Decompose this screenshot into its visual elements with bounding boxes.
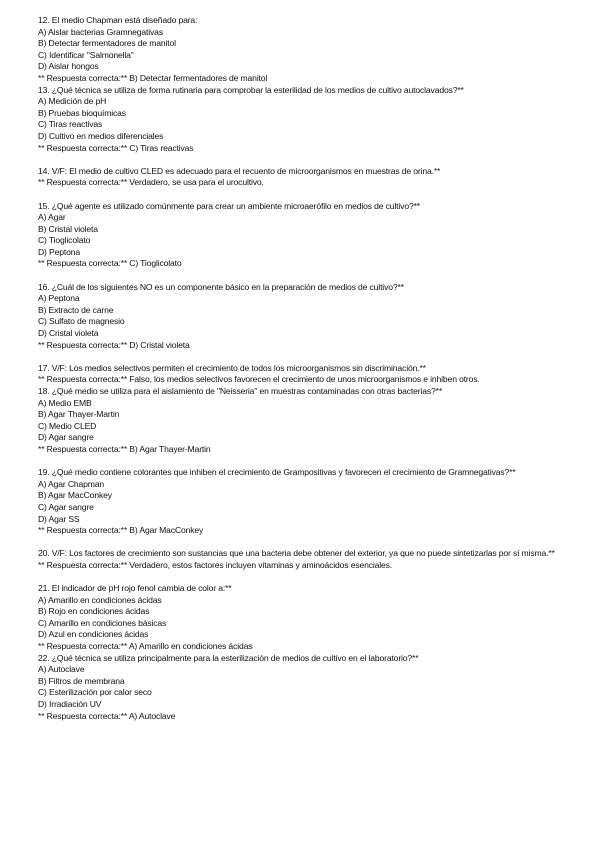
option-text: A) Medio EMB — [38, 397, 92, 408]
option-text: D) Agar sangre — [38, 432, 94, 443]
question-text: 21. El indicador de pH rojo fenol cambia de color a:** — [38, 583, 232, 594]
option-text: B) Detectar fermentadores de manitol — [38, 38, 176, 49]
option-text: C) Sulfato de magnesio — [38, 316, 125, 327]
question-text: 22. ¿Qué técnica se utiliza principalmente para la esterilización de medios de cultivo en el laboratorio?** — [38, 652, 419, 663]
question-text: 14. V/F: El medio de cultivo CLED es adecuado para el recuento de microorganismos en muestras de orina.** — [38, 165, 441, 176]
answer-text: ** Respuesta correcta:** B) Agar MacConkey — [38, 525, 204, 536]
answer-text: ** Respuesta correcta:** Verdadero, se usa para el urocultivo. — [38, 177, 264, 188]
option-text: D) Aislar hongos — [38, 61, 99, 72]
question-block — [38, 653, 578, 723]
option-text: B) Agar MacConkey — [38, 490, 112, 501]
answer-text: ** Respuesta correcta:** B) Agar Thayer-Martin — [38, 443, 211, 454]
option-text: B) Filtros de membrana — [38, 675, 125, 686]
question-text: 17. V/F: Los medios selectivos permiten el crecimiento de todos los microorganismos sin discriminación.** — [38, 362, 426, 373]
option-text: A) Medición de pH — [38, 96, 107, 107]
answer-text: ** Respuesta correcta:** A) Amarillo en condiciones ácidas — [38, 641, 253, 652]
option-text: B) Agar Thayer-Martin — [38, 409, 120, 420]
question-block — [38, 583, 578, 653]
option-text: A) Peptona — [38, 293, 80, 304]
document-page — [38, 15, 578, 722]
question-text: 16. ¿Cuál de los siguientes NO es un componente básico en la preparación de medios de cultivo?** — [38, 281, 404, 292]
option-text: D) Cultivo en medios diferenciales — [38, 130, 164, 141]
option-text: C) Amarillo en condiciones básicas — [38, 617, 167, 628]
question-block — [38, 363, 578, 386]
option-text: C) Agar sangre — [38, 501, 94, 512]
question-block — [38, 386, 578, 456]
question-block — [38, 467, 578, 537]
question-block — [38, 85, 578, 155]
option-text: C) Esterilización por calor seco — [38, 687, 152, 698]
option-text: D) Agar SS — [38, 513, 80, 524]
question-text: 13. ¿Qué técnica se utiliza de forma rutinaria para comprobar la esterilidad de los medios de cultivo autoclavados?** — [38, 84, 464, 95]
option-text: C) Identificar "Salmonella" — [38, 49, 134, 60]
answer-text: ** Respuesta correcta:** C) Tiras reactivas — [38, 142, 194, 153]
question-text: 19. ¿Qué medio contiene colorantes que inhiben el crecimiento de Grampositivas y favorecen el crecimiento de Gramnegativas?** — [38, 467, 516, 478]
question-block — [38, 548, 578, 571]
answer-text: ** Respuesta correcta:** A) Autoclave — [38, 710, 176, 721]
option-text: A) Agar Chapman — [38, 478, 105, 489]
option-text: C) Medio CLED — [38, 420, 97, 431]
option-text: D) Irradiación UV — [38, 699, 102, 710]
option-text: D) Peptona — [38, 246, 80, 257]
option-text: A) Amarillo en condiciones ácidas — [38, 594, 162, 605]
option-text: C) Tioglicolato — [38, 235, 91, 246]
option-text: D) Cristal violeta — [38, 328, 99, 339]
option-text: B) Cristal violeta — [38, 223, 98, 234]
option-text: C) Tiras reactivas — [38, 119, 103, 130]
question-text: 12. El medio Chapman está diseñado para: — [38, 15, 198, 25]
option-text: B) Pruebas bioquímicas — [38, 107, 126, 118]
question-text: 15. ¿Qué agente es utilizado comúnmente para crear un ambiente microaerófilo en medios de cultivo?** — [38, 200, 420, 211]
option-text: A) Aislar bacterias Gramnegativas — [38, 26, 163, 37]
question-text: 18. ¿Qué medio se utiliza para el aislamiento de "Neisseria" en muestras contaminadas con otras bacterias?** — [38, 386, 443, 396]
answer-text: ** Respuesta correcta:** B) Detectar fermentadores de manitol — [38, 72, 268, 83]
question-text: 20. V/F: Los factores de crecimiento son sustancias que una bacteria debe obtener del exterior, ya que no puede sintetizarlas por sí misma.** — [38, 548, 555, 559]
answer-text: ** Respuesta correcta:** D) Cristal violeta — [38, 339, 190, 350]
option-text: A) Agar — [38, 212, 66, 223]
question-block — [38, 201, 578, 271]
option-text: A) Autoclave — [38, 664, 85, 675]
option-text: B) Rojo en condiciones ácidas — [38, 606, 150, 617]
question-block — [38, 282, 578, 352]
answer-text: ** Respuesta correcta:** Falso, los medios selectivos favorecen el crecimiento de unos microorganismos e inhiben otros. — [38, 374, 480, 385]
answer-text: ** Respuesta correcta:** Verdadero, estos factores incluyen vitaminas y aminoácidos esenciales. — [38, 559, 393, 570]
option-text: B) Extracto de carne — [38, 304, 114, 315]
answer-text: ** Respuesta correcta:** C) Tioglicolato — [38, 258, 182, 269]
question-block — [38, 15, 578, 85]
option-text: D) Azul en condiciones ácidas — [38, 629, 149, 640]
question-block — [38, 166, 578, 189]
